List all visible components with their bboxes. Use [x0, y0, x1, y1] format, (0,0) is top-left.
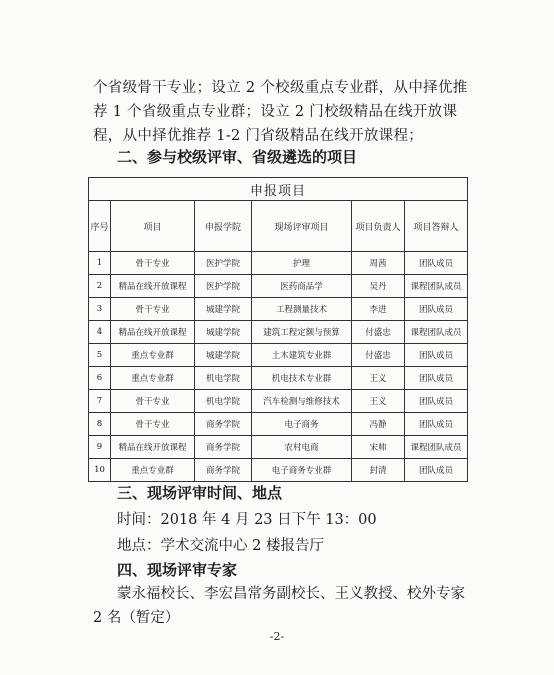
- table-row: [89, 436, 468, 459]
- table-row: [89, 252, 468, 275]
- cell-college: 商务学院: [195, 436, 252, 459]
- cell-project: 骨干专业: [111, 298, 195, 321]
- cell-college: 城建学院: [195, 344, 252, 367]
- cell-answerer: 团队成员: [405, 459, 468, 482]
- header-no: 序号: [89, 201, 111, 252]
- cell-onsite: 护理: [252, 252, 352, 275]
- cell-project: 重点专业群: [111, 459, 195, 482]
- header-leader: 项目负责人: [352, 201, 405, 252]
- table-row: [89, 275, 468, 298]
- cell-no: 8: [89, 413, 111, 436]
- cell-project: 重点专业群: [111, 367, 195, 390]
- time-line: 时间：2018 年 4 月 23 日下午 13：00: [117, 512, 377, 528]
- cell-onsite: 机电技术专业群: [252, 367, 352, 390]
- cell-college: 机电学院: [195, 367, 252, 390]
- cell-answerer: 课程团队成员: [405, 321, 468, 344]
- cell-leader: 王义: [352, 367, 405, 390]
- table-body: [89, 252, 468, 482]
- cell-leader: 冯静: [352, 413, 405, 436]
- cell-onsite: 工程测量技术: [252, 298, 352, 321]
- cell-answerer: 团队成员: [405, 413, 468, 436]
- cell-college: 医护学院: [195, 252, 252, 275]
- cell-no: 6: [89, 367, 111, 390]
- cell-project: 精品在线开放课程: [111, 275, 195, 298]
- cell-answerer: 团队成员: [405, 298, 468, 321]
- header-answerer: 项目答辩人: [405, 201, 468, 252]
- table-row: [89, 298, 468, 321]
- cell-college: 商务学院: [195, 413, 252, 436]
- cell-leader: 王义: [352, 390, 405, 413]
- section2-heading: 二、参与校级评审、省级遴选的项目: [117, 148, 358, 166]
- cell-onsite: 电子商务专业群: [252, 459, 352, 482]
- cell-project: 精品在线开放课程: [111, 321, 195, 344]
- cell-answerer: 团队成员: [405, 390, 468, 413]
- section3-heading: 三、现场评审时间、地点: [117, 484, 283, 502]
- cell-onsite: 医药商品学: [252, 275, 352, 298]
- cell-no: 1: [89, 252, 111, 275]
- cell-no: 4: [89, 321, 111, 344]
- cell-answerer: 课程团队成员: [405, 436, 468, 459]
- table-row: [89, 367, 468, 390]
- cell-college: 城建学院: [195, 298, 252, 321]
- cell-no: 10: [89, 459, 111, 482]
- cell-onsite: 建筑工程定额与预算: [252, 321, 352, 344]
- cell-answerer: 团队成员: [405, 252, 468, 275]
- cell-no: 2: [89, 275, 111, 298]
- cell-onsite: 农村电商: [252, 436, 352, 459]
- table-title: 申报项目: [89, 178, 468, 201]
- table-row: [89, 321, 468, 344]
- experts-paragraph: 蒙永福校长、李宏昌常务副校长、王义教授、校外专家 2 名（暂定）: [93, 586, 465, 626]
- cell-leader: 封清: [352, 459, 405, 482]
- cell-project: 骨干专业: [111, 413, 195, 436]
- table-row: [89, 413, 468, 436]
- cell-no: 7: [89, 390, 111, 413]
- cell-project: 重点专业群: [111, 344, 195, 367]
- cell-project: 骨干专业: [111, 252, 195, 275]
- table-row: [89, 459, 468, 482]
- cell-leader: 宋帅: [352, 436, 405, 459]
- cell-college: 商务学院: [195, 459, 252, 482]
- cell-leader: 周茜: [352, 252, 405, 275]
- cell-leader: 付盛忠: [352, 344, 405, 367]
- cell-onsite: 汽车检测与维修技术: [252, 390, 352, 413]
- cell-no: 9: [89, 436, 111, 459]
- cell-answerer: 团队成员: [405, 367, 468, 390]
- cell-college: 城建学院: [195, 321, 252, 344]
- header-project: 项目: [111, 201, 195, 252]
- section4-heading: 四、现场评审专家: [117, 561, 238, 579]
- cell-answerer: 课程团队成员: [405, 275, 468, 298]
- cell-college: 医护学院: [195, 275, 252, 298]
- header-college: 申报学院: [195, 201, 252, 252]
- cell-no: 5: [89, 344, 111, 367]
- cell-leader: 付盛忠: [352, 321, 405, 344]
- cell-onsite: 土木建筑专业群: [252, 344, 352, 367]
- intro-paragraph: 个省级骨干专业；设立 2 个校级重点专业群，从中择优推荐 1 个省级重点专业群；设立 2 门校级精品在线开放课程，从中择优推荐 1-2 门省级精品在线开放课程；: [93, 80, 468, 144]
- cell-no: 3: [89, 298, 111, 321]
- header-onsite: 现场评审项目: [252, 201, 352, 252]
- table-row: [89, 344, 468, 367]
- projects-table: [88, 177, 468, 482]
- cell-answerer: 团队成员: [405, 344, 468, 367]
- cell-leader: 吴丹: [352, 275, 405, 298]
- cell-leader: 李进: [352, 298, 405, 321]
- table-row: [89, 390, 468, 413]
- cell-project: 骨干专业: [111, 390, 195, 413]
- page-number: -2-: [269, 630, 285, 643]
- cell-project: 精品在线开放课程: [111, 436, 195, 459]
- place-line: 地点：学术交流中心 2 楼报告厅: [117, 538, 324, 554]
- cell-college: 机电学院: [195, 390, 252, 413]
- cell-onsite: 电子商务: [252, 413, 352, 436]
